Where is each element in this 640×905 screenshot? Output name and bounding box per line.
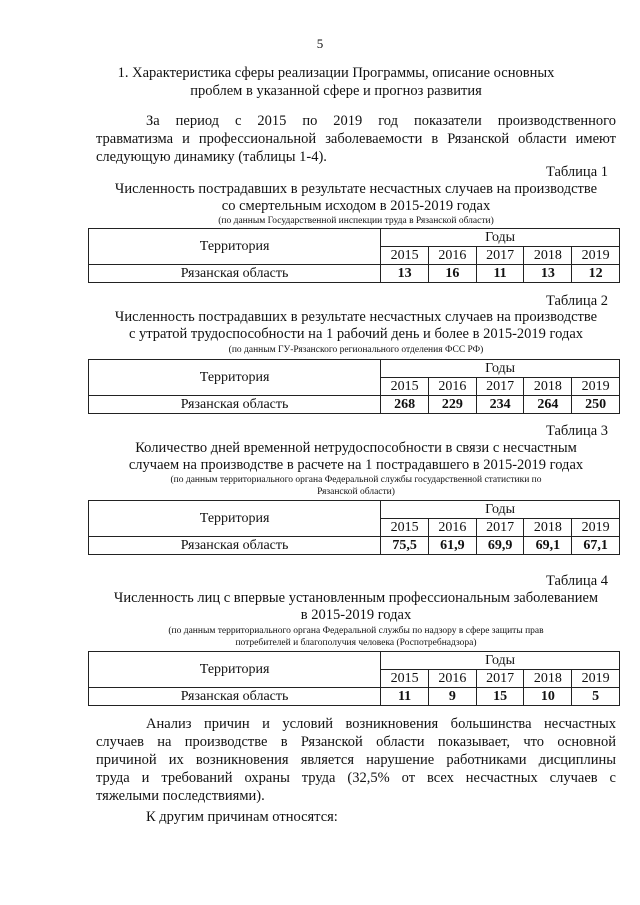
table-3-source	[96, 474, 616, 498]
table-header-row	[89, 501, 620, 519]
table-source-line: потребителей и благополучия человека (Роспотребнадзора)	[235, 638, 477, 648]
value-cell: 229	[428, 396, 476, 414]
year-cell: 2016	[428, 378, 476, 396]
value-cell: 10	[524, 688, 572, 706]
value-cell: 15	[476, 688, 524, 706]
value-cell: 69,9	[476, 537, 524, 555]
table-header-row	[89, 652, 620, 670]
intro-paragraph	[96, 112, 616, 166]
table-3-title	[96, 440, 616, 474]
year-cell: 2017	[476, 519, 524, 537]
year-cell: 2018	[524, 519, 572, 537]
value-cell: 11	[381, 688, 429, 706]
value-cell: 250	[572, 396, 620, 414]
section-heading-line: проблем в указанной сфере и прогноз развития	[190, 83, 482, 99]
table-source-line: Рязанской области)	[317, 487, 395, 497]
section-heading	[96, 64, 576, 100]
value-cell: 69,1	[524, 537, 572, 555]
value-cell: 13	[381, 265, 429, 283]
paragraph-line: травматизма и профессиональной заболеваемости в Рязанской области имеют	[96, 131, 616, 147]
value-cell: 61,9	[428, 537, 476, 555]
paragraph-line: случаев на производстве в Рязанской области показывает, что основной	[96, 734, 616, 750]
section-heading-line: 1. Характеристика сферы реализации Программы, описание основных	[117, 65, 555, 81]
territory-header: Территория	[89, 229, 381, 265]
year-cell: 2019	[572, 378, 620, 396]
paragraph-line: следующую динамику (таблицы 1-4).	[96, 149, 327, 165]
table-source-line: (по данным ГУ-Рязанского регионального отделения ФСС РФ)	[228, 345, 484, 355]
year-cell: 2018	[524, 670, 572, 688]
table-title-line: в 2015-2019 годах	[300, 607, 412, 623]
table-1	[88, 228, 620, 283]
territory-header: Территория	[89, 501, 381, 537]
table-title-line: случаем на производстве в расчете на 1 пострадавшего в 2015-2019 годах	[128, 457, 584, 473]
table-header-row	[89, 229, 620, 247]
table-2-title	[96, 309, 616, 343]
region-cell: Рязанская область	[89, 537, 381, 555]
year-cell: 2016	[428, 247, 476, 265]
table-title-line: с утратой трудоспособности на 1 рабочий день и более в 2015-2019 годах	[128, 326, 584, 342]
paragraph-line: Анализ причин и условий возникновения большинства несчастных	[146, 716, 616, 732]
table-row	[89, 537, 620, 555]
year-cell: 2018	[524, 378, 572, 396]
value-cell: 13	[524, 265, 572, 283]
table-3	[88, 500, 620, 555]
table-4-label: Таблица 4	[545, 573, 608, 589]
paragraph-line: К другим причинам относятся:	[146, 809, 338, 825]
value-cell: 67,1	[572, 537, 620, 555]
other-causes-paragraph	[96, 808, 616, 826]
year-cell: 2015	[381, 519, 429, 537]
year-cell: 2016	[428, 519, 476, 537]
year-cell: 2015	[381, 670, 429, 688]
value-cell: 5	[572, 688, 620, 706]
year-cell: 2019	[572, 670, 620, 688]
region-cell: Рязанская область	[89, 396, 381, 414]
value-cell: 11	[476, 265, 524, 283]
table-3-label: Таблица 3	[545, 423, 608, 439]
table-title-line: со смертельным исходом в 2015-2019 годах	[221, 198, 491, 214]
table-row	[89, 265, 620, 283]
table-header-row	[89, 360, 620, 378]
table-title-line: Численность пострадавших в результате несчастных случаев на производстве	[114, 309, 598, 325]
table-2-source	[96, 344, 616, 356]
analysis-paragraph	[96, 715, 616, 805]
table-2	[88, 359, 620, 414]
years-header: Годы	[381, 501, 620, 519]
table-row	[89, 688, 620, 706]
table-1-source	[96, 215, 616, 227]
paragraph-line: труда и требований охраны труда (32,5% от всех несчастных случаев с	[96, 770, 616, 786]
year-cell: 2017	[476, 670, 524, 688]
year-cell: 2017	[476, 247, 524, 265]
table-title-line: Численность лиц с впервые установленным профессиональным заболеванием	[113, 590, 599, 606]
value-cell: 264	[524, 396, 572, 414]
year-cell: 2017	[476, 378, 524, 396]
table-1-title	[96, 181, 616, 215]
table-source-line: (по данным территориального органа Федеральной службы по надзору в сфере защиты прав	[168, 626, 544, 636]
table-2-label: Таблица 2	[545, 293, 608, 309]
table-row	[89, 396, 620, 414]
value-cell: 12	[572, 265, 620, 283]
paragraph-line: За период с 2015 по 2019 год показатели производственного	[146, 113, 616, 129]
years-header: Годы	[381, 652, 620, 670]
table-source-line: (по данным Государственной инспекции труда в Рязанской области)	[218, 216, 494, 226]
year-cell: 2018	[524, 247, 572, 265]
table-4-title	[96, 590, 616, 624]
table-source-line: (по данным территориального органа Федеральной службы государственной статистики по	[170, 475, 542, 485]
table-4-source	[96, 625, 616, 649]
paragraph-line: причиной их возникновения является нарушение работниками дисциплины	[96, 752, 616, 768]
territory-header: Территория	[89, 652, 381, 688]
value-cell: 16	[428, 265, 476, 283]
table-title-line: Количество дней временной нетрудоспособности в связи с несчастным	[135, 440, 577, 456]
table-4	[88, 651, 620, 706]
value-cell: 75,5	[381, 537, 429, 555]
year-cell: 2016	[428, 670, 476, 688]
paragraph-line: тяжелыми последствиями).	[96, 788, 265, 804]
value-cell: 234	[476, 396, 524, 414]
table-title-line: Численность пострадавших в результате несчастных случаев на производстве	[114, 181, 598, 197]
territory-header: Территория	[89, 360, 381, 396]
year-cell: 2019	[572, 519, 620, 537]
year-cell: 2019	[572, 247, 620, 265]
region-cell: Рязанская область	[89, 688, 381, 706]
years-header: Годы	[381, 360, 620, 378]
region-cell: Рязанская область	[89, 265, 381, 283]
year-cell: 2015	[381, 247, 429, 265]
year-cell: 2015	[381, 378, 429, 396]
value-cell: 268	[381, 396, 429, 414]
table-1-label: Таблица 1	[545, 164, 608, 180]
value-cell: 9	[428, 688, 476, 706]
years-header: Годы	[381, 229, 620, 247]
page-number: 5	[316, 36, 324, 51]
